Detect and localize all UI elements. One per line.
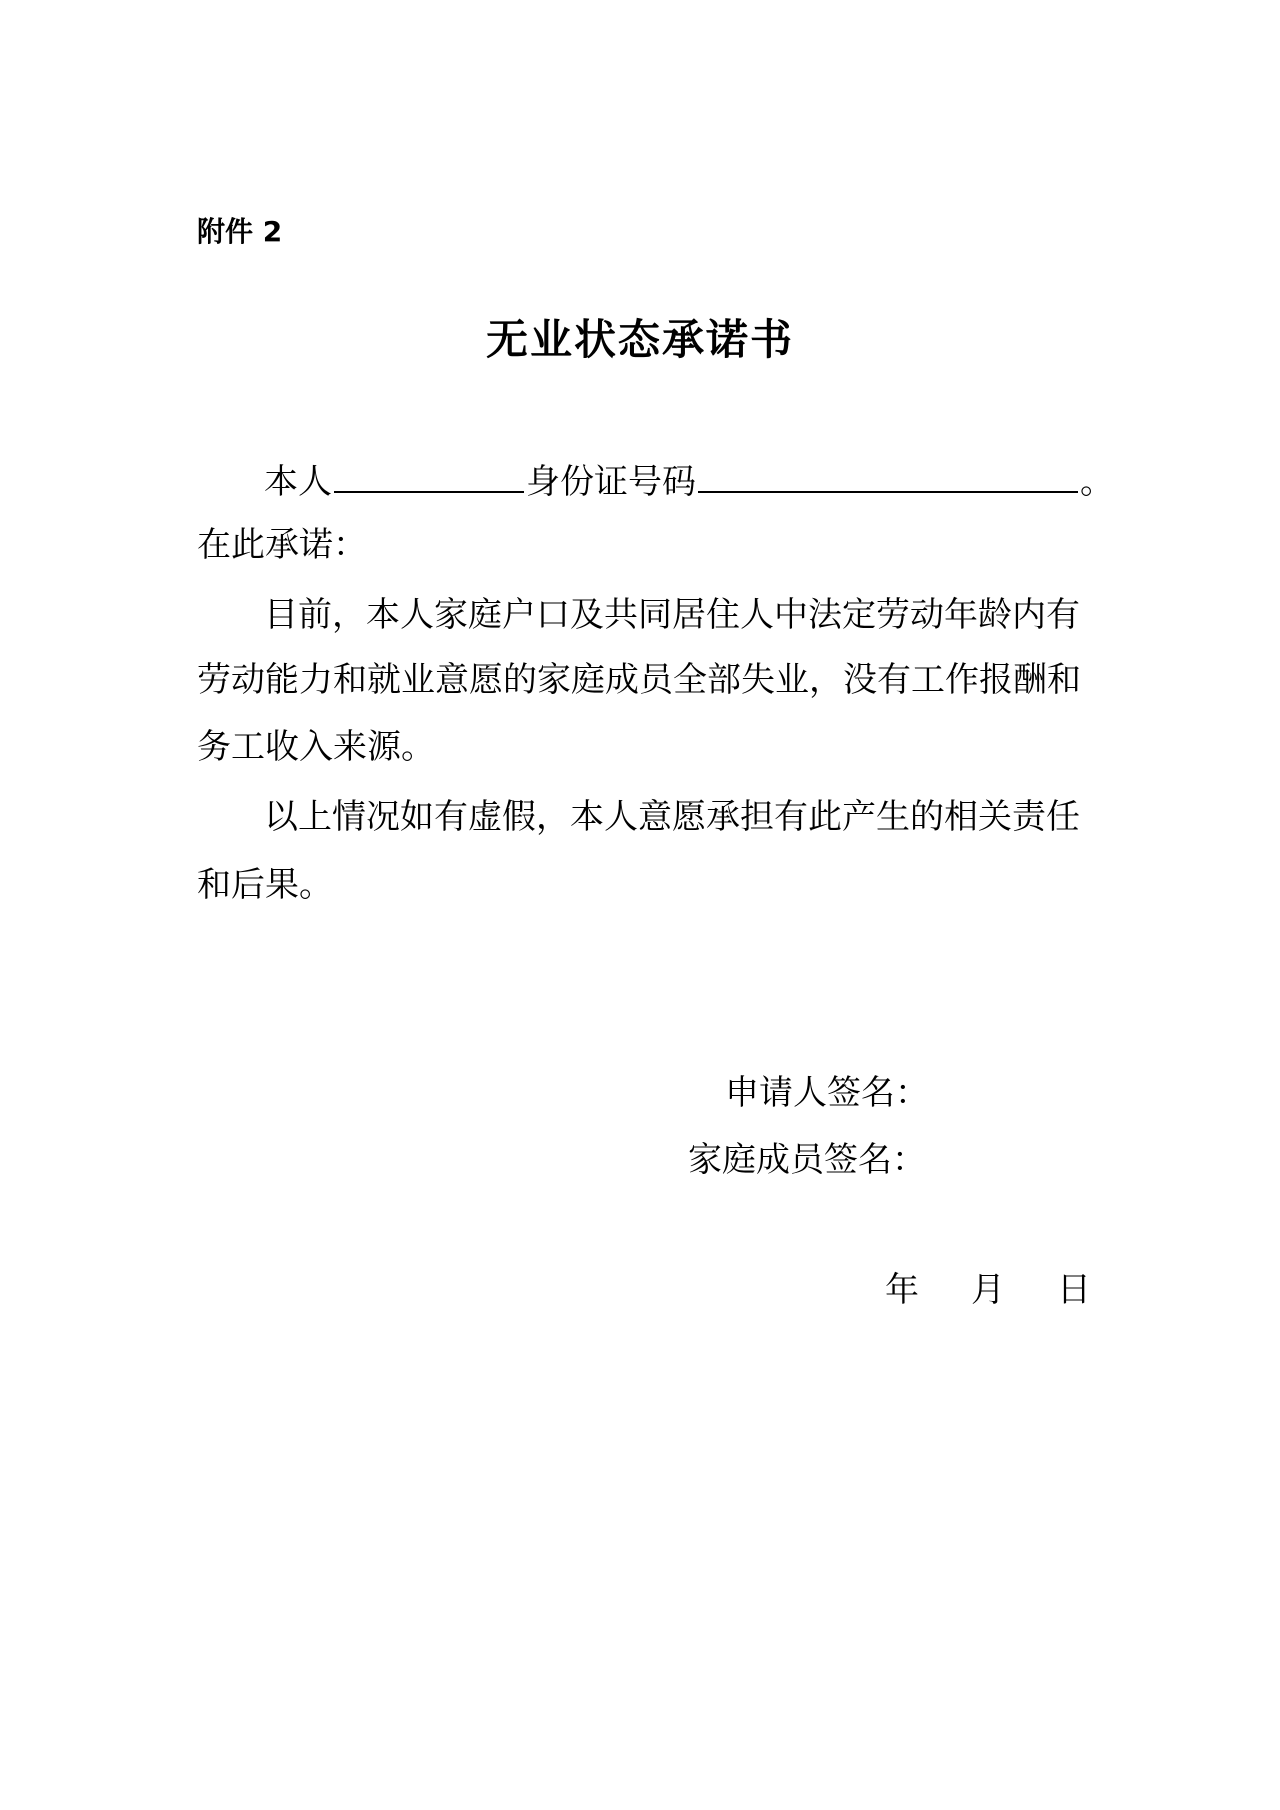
- applicant-signature-label: 申请人签名：: [725, 1073, 929, 1113]
- paragraph-2-line-2: 和后果。: [197, 865, 333, 905]
- pledge-intro: 在此承诺：: [197, 525, 367, 565]
- paragraph-1-line-3: 务工收入来源。: [197, 727, 435, 767]
- paragraph-2-line-1: 以上情况如有虚假，本人意愿承担有此产生的相关责任: [264, 797, 1080, 837]
- year-label: 年: [885, 1270, 919, 1310]
- pledge-prefix: 本人: [264, 462, 332, 502]
- date-line: [885, 1265, 1091, 1315]
- attachment-label: 附件 2: [197, 215, 283, 248]
- pledge-line: [264, 455, 1114, 507]
- month-label: 月: [971, 1270, 1005, 1310]
- document-title: 无业状态承诺书: [485, 315, 794, 364]
- pledge-period: 。: [1080, 462, 1114, 502]
- day-label: 日: [1057, 1270, 1091, 1310]
- name-blank-field[interactable]: [334, 455, 524, 493]
- paragraph-1-line-2: 劳动能力和就业意愿的家庭成员全部失业，没有工作报酬和: [197, 660, 1081, 700]
- id-number-label: 身份证号码: [526, 462, 696, 502]
- paragraph-1-line-1: 目前，本人家庭户口及共同居住人中法定劳动年龄内有: [264, 595, 1080, 635]
- family-member-signature-label: 家庭成员签名：: [688, 1140, 926, 1180]
- id-number-blank-field[interactable]: [698, 455, 1078, 493]
